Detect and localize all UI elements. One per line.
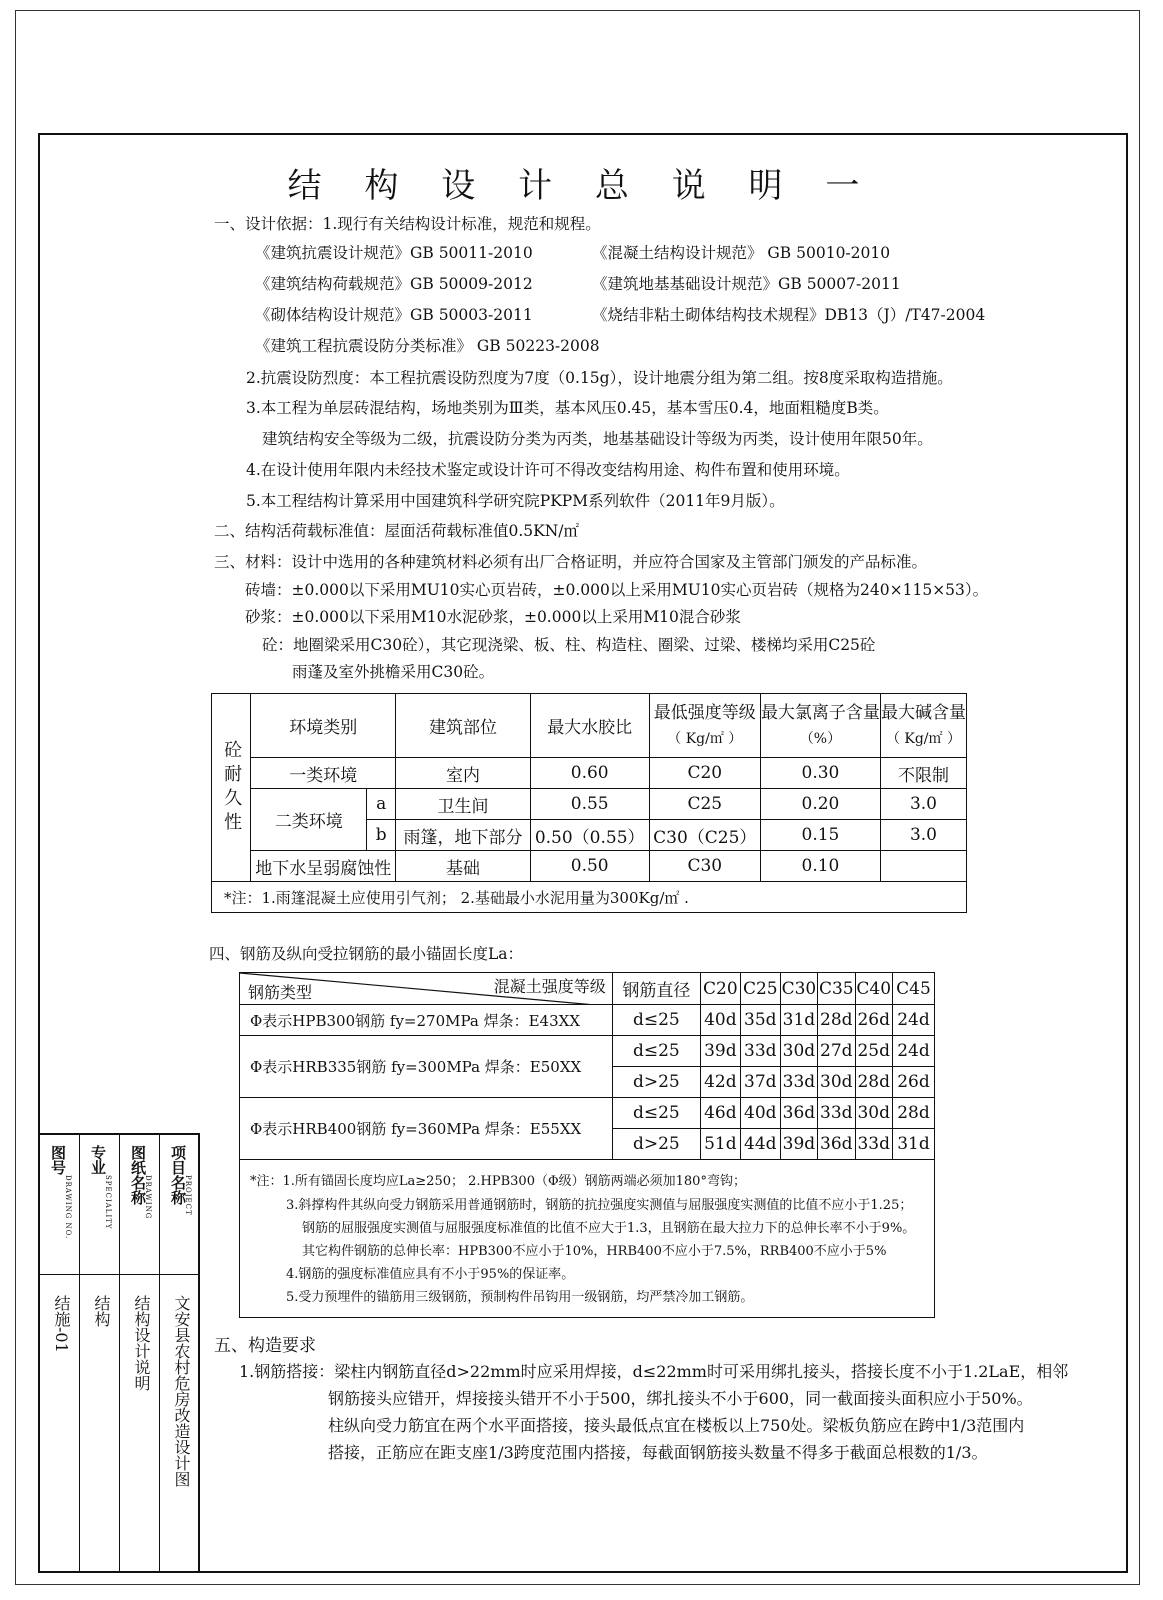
standard-item: 《建筑抗震设计规范》GB 50011-2010 xyxy=(255,244,533,262)
row-env: 地下水呈弱腐蚀性 xyxy=(251,851,396,882)
anchorage-value: 40d xyxy=(700,1005,740,1036)
anchorage-value: 28d xyxy=(855,1067,892,1098)
title-block-speciality: 专业 SPECIALITY 结构 xyxy=(80,1135,120,1571)
anchorage-value: 30d xyxy=(818,1067,855,1098)
header-grade: 最低强度等级 （ Kg/㎡ ） xyxy=(649,694,760,758)
standard-item: 《建筑工程抗震设防分类标准》 GB 50223-2008 xyxy=(255,337,600,355)
anchorage-value: 26d xyxy=(855,1005,892,1036)
anchorage-value: 36d xyxy=(818,1129,855,1160)
anchorage-value: 46d xyxy=(700,1098,740,1129)
anchorage-value: 36d xyxy=(780,1098,817,1129)
construction-line: 搭接，正筋应在距支座1/3跨度范围内搭接，每截面钢筋接头数量不得多于截面总根数的1/3。 xyxy=(328,1443,988,1462)
row-sub: b xyxy=(367,820,396,851)
row-alkali: 3.0 xyxy=(880,820,966,851)
rebar-diameter: d≤25 xyxy=(612,1036,700,1067)
header-chloride: 最大氯离子含量 （%） xyxy=(760,694,880,758)
title-block-drawing-name: 图纸名称 DRAWING 结构设计说明 xyxy=(120,1135,160,1571)
anchorage-value: 44d xyxy=(740,1129,780,1160)
rebar-diameter: d>25 xyxy=(612,1129,700,1160)
row-env: 一类环境 xyxy=(251,758,396,789)
standard-item: 《建筑结构荷载规范》GB 50009-2012 xyxy=(255,275,533,293)
row-grade: C30 xyxy=(649,851,760,882)
header-wc: 最大水胶比 xyxy=(530,694,649,758)
row-chloride: 0.10 xyxy=(760,851,880,882)
anchorage-note: 3.斜撑构件其纵向受力钢筋采用普通钢筋时，钢筋的抗拉强度实测值与屈服强度实测值的比值不应小于1.25； xyxy=(286,1198,913,1213)
grade-header: C35 xyxy=(818,973,855,1005)
row-alkali xyxy=(880,851,966,882)
diag-bottom-label: 钢筋类型 xyxy=(248,983,313,1002)
anchorage-value: 24d xyxy=(892,1005,934,1036)
row-wc: 0.60 xyxy=(530,758,649,789)
section1-heading: 一、设计依据：1.现行有关结构设计标准，规范和规程。 xyxy=(214,215,601,233)
section4-heading: 四、钢筋及纵向受拉钢筋的最小锚固长度La： xyxy=(209,945,524,963)
row-grade: C20 xyxy=(649,758,760,789)
anchorage-table xyxy=(239,972,935,1318)
page-title: 结 构 设 计 总 说 明 一 xyxy=(287,166,876,206)
design-item: 2.抗震设防烈度：本工程抗震设防烈度为7度（0.15g），设计地震分组为第二组。按8度采取构造措施。 xyxy=(246,369,953,387)
row-part: 雨篷，地下部分 xyxy=(396,820,530,851)
row-wc: 0.55 xyxy=(530,789,649,820)
row-sub: a xyxy=(367,789,396,820)
section3-heading: 三、材料：设计中选用的各种建筑材料必须有出厂合格证明，并应符合国家及主管部门颁发的产品标准。 xyxy=(214,553,928,571)
anchorage-value: 30d xyxy=(855,1098,892,1129)
grade-header: C30 xyxy=(780,973,817,1005)
anchorage-notes xyxy=(240,1160,935,1318)
anchorage-value: 37d xyxy=(740,1067,780,1098)
anchorage-value: 26d xyxy=(892,1067,934,1098)
anchorage-note: 其它构件钢筋的总伸长率：HPB300不应小于10%，HRB400不应小于7.5%，RRB400不应小于5% xyxy=(302,1244,887,1259)
construction-line: 1.钢筋搭接：梁柱内钢筋直径d>22mm时应采用焊接，d≤22mm时可采用绑扎接头，搭接长度不小于1.2LaE，相邻 xyxy=(239,1362,1069,1381)
anchorage-value: 30d xyxy=(780,1036,817,1067)
anchorage-note: 钢筋的屈服强度实测值与屈服强度标准值的比值不应大于1.3，且钢筋在最大拉力下的总伸长率不小于9%。 xyxy=(302,1221,916,1236)
section5-heading: 五、构造要求 xyxy=(214,1336,316,1356)
diag-top-label: 混凝土强度等级 xyxy=(493,977,606,996)
material-line: 砼：地圈梁采用C30砼），其它现浇梁、板、柱、构造柱、圈梁、过梁、楼梯均采用C25砼 xyxy=(262,636,876,654)
anchorage-value: 40d xyxy=(740,1098,780,1129)
grade-header: C25 xyxy=(740,973,780,1005)
anchorage-note: 5.受力预埋件的锚筋用三级钢筋，预制构件吊钩用一级钢筋，均严禁冷加工钢筋。 xyxy=(286,1290,754,1305)
row-grade: C25 xyxy=(649,789,760,820)
anchorage-value: 33d xyxy=(740,1036,780,1067)
material-line: 砖墙：±0.000以下采用MU10实心页岩砖，±0.000以上采用MU10实心页岩砖（规格为240×115×53）。 xyxy=(245,581,989,599)
rebar-type: Φ表示HRB400钢筋 fy=360MPa 焊条：E55XX xyxy=(240,1098,613,1160)
row-env: 二类环境 xyxy=(251,789,367,851)
standard-item: 《建筑地基基础设计规范》GB 50007-2011 xyxy=(592,275,901,293)
construction-line: 柱纵向受力筋宜在两个水平面搭接，接头最低点宜在楼板以上750处。梁板负筋应在跨中1/3范围内 xyxy=(328,1416,1025,1435)
durability-side-label: 砼耐久性 xyxy=(212,694,251,882)
row-wc: 0.50（0.55） xyxy=(530,820,649,851)
row-chloride: 0.30 xyxy=(760,758,880,789)
rebar-type: Φ表示HPB300钢筋 fy=270MPa 焊条：E43XX xyxy=(240,1005,613,1036)
header-part: 建筑部位 xyxy=(396,694,530,758)
construction-line: 钢筋接头应错开，焊接接头错开不小于500，绑扎接头不小于600，同一截面接头面积应小于50%。 xyxy=(328,1389,1033,1408)
durability-table xyxy=(211,693,967,913)
section2-heading: 二、结构活荷载标准值：屋面活荷载标准值0.5KN/㎡ xyxy=(214,522,580,540)
anchorage-value: 35d xyxy=(740,1005,780,1036)
anchorage-value: 31d xyxy=(892,1129,934,1160)
design-item: 4.在设计使用年限内未经技术鉴定或设计许可不得改变结构用途、构件布置和使用环境。 xyxy=(246,461,850,479)
grade-header: C45 xyxy=(892,973,934,1005)
row-part: 卫生间 xyxy=(396,789,530,820)
anchorage-value: 42d xyxy=(700,1067,740,1098)
anchorage-note: 4.钢筋的强度标准值应具有不小于95%的保证率。 xyxy=(286,1267,575,1282)
anchorage-value: 24d xyxy=(892,1036,934,1067)
anchorage-value: 33d xyxy=(855,1129,892,1160)
row-wc: 0.50 xyxy=(530,851,649,882)
material-line: 雨蓬及室外挑檐采用C30砼。 xyxy=(292,663,495,681)
grade-header: C20 xyxy=(700,973,740,1005)
design-item: 建筑结构安全等级为二级，抗震设防分类为丙类，地基基础设计等级为丙类，设计使用年限50年。 xyxy=(262,430,933,448)
row-alkali: 3.0 xyxy=(880,789,966,820)
row-grade: C30（C25） xyxy=(649,820,760,851)
anchorage-value: 25d xyxy=(855,1036,892,1067)
header-diameter: 钢筋直径 xyxy=(612,973,700,1005)
durability-note: *注：1.雨篷混凝土应使用引气剂； 2.基础最小水泥用量为300Kg/㎡ . xyxy=(212,882,967,913)
anchorage-value: 51d xyxy=(700,1129,740,1160)
anchorage-value: 39d xyxy=(700,1036,740,1067)
anchorage-value: 33d xyxy=(780,1067,817,1098)
header-env: 环境类别 xyxy=(251,694,396,758)
row-alkali: 不限制 xyxy=(880,758,966,789)
header-alkali: 最大碱含量 （ Kg/㎡ ） xyxy=(880,694,966,758)
title-block-drawing-no: 图号 DRAWING NO. 结施-01 xyxy=(40,1135,80,1571)
rebar-type: Φ表示HRB335钢筋 fy=300MPa 焊条：E50XX xyxy=(240,1036,613,1098)
design-item: 3.本工程为单层砖混结构，场地类别为Ⅲ类，基本风压0.45，基本雪压0.4，地面粗糙度B类。 xyxy=(246,399,889,417)
row-part: 室内 xyxy=(396,758,530,789)
rebar-diameter: d>25 xyxy=(612,1067,700,1098)
material-line: 砂浆：±0.000以下采用M10水泥砂浆，±0.000以上采用M10混合砂浆 xyxy=(245,608,741,626)
standard-item: 《混凝土结构设计规范》 GB 50010-2010 xyxy=(592,244,891,262)
diagonal-header xyxy=(240,973,613,1005)
anchorage-value: 28d xyxy=(892,1098,934,1129)
anchorage-value: 31d xyxy=(780,1005,817,1036)
anchorage-value: 33d xyxy=(818,1098,855,1129)
anchorage-value: 39d xyxy=(780,1129,817,1160)
title-block xyxy=(38,1133,200,1573)
rebar-diameter: d≤25 xyxy=(612,1098,700,1129)
row-chloride: 0.20 xyxy=(760,789,880,820)
standard-item: 《砌体结构设计规范》GB 50003-2011 xyxy=(255,306,533,324)
anchorage-value: 28d xyxy=(818,1005,855,1036)
anchorage-note: *注：1.所有锚固长度均应La≥250； 2.HPB300（Φ级）钢筋两端必须加180°弯钩； xyxy=(250,1174,746,1189)
grade-header: C40 xyxy=(855,973,892,1005)
row-chloride: 0.15 xyxy=(760,820,880,851)
anchorage-value: 27d xyxy=(818,1036,855,1067)
rebar-diameter: d≤25 xyxy=(612,1005,700,1036)
design-item: 5.本工程结构计算采用中国建筑科学研究院PKPM系列软件（2011年9月版）。 xyxy=(246,492,785,510)
title-block-project: 项目名称 PROJECT 文安县农村危房改造设计图 xyxy=(160,1135,200,1571)
row-part: 基础 xyxy=(396,851,530,882)
standard-item: 《烧结非粘土砌体结构技术规程》DB13（J）/T47-2004 xyxy=(592,306,986,324)
